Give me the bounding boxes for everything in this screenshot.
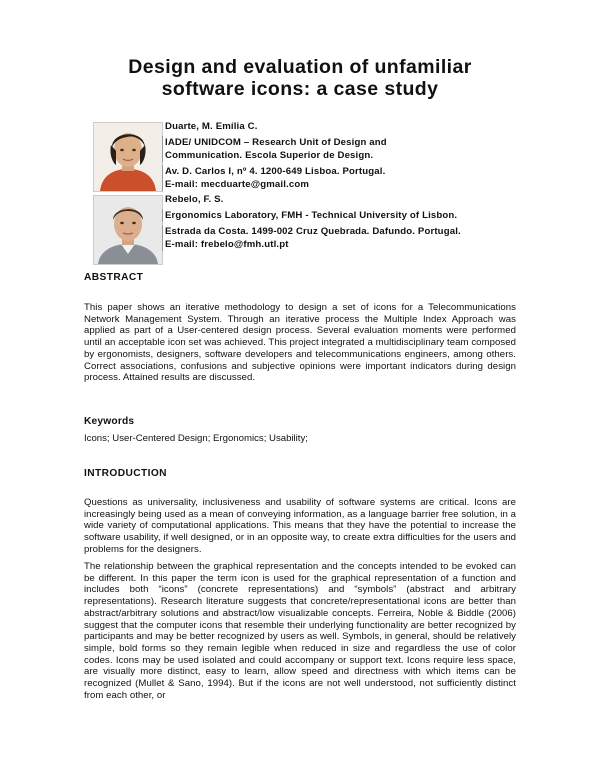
author-email: E-mail: mecduarte@gmail.com: [162, 178, 525, 191]
author-address: Estrada da Costa. 1499-002 Cruz Quebrada. Dafundo. Portugal.: [162, 225, 525, 238]
author-photo-female-illustration: [94, 123, 162, 191]
author-email: E-mail: frebelo@fmh.utl.pt: [162, 238, 525, 251]
introduction-heading: INTRODUCTION: [84, 468, 167, 479]
author-name: Rebelo, F. S.: [165, 194, 224, 205]
introduction-paragraph-1: Questions as universality, inclusiveness and usability of software systems are critical. Icons are increasingly being used as a mean of conveying information, as a language barrier free solution, in a wide variety of computational applications. This means that they have the potential to increase the software usability, if well designed, or in an opposite way, to create extra difficulties for the users and problems for the designers.: [84, 497, 516, 555]
author-name: Duarte, M. Emília C.: [165, 121, 258, 132]
author-photo-male-illustration: [94, 196, 162, 264]
author-block-duarte: [85, 120, 525, 202]
author-block-rebelo: [85, 193, 525, 275]
author-info-duarte: [165, 120, 525, 191]
keywords-heading: Keywords: [84, 416, 135, 427]
introduction-paragraph-2: The relationship between the graphical representation and the concepts intended to be evoked can be different. In this paper the term icon is used for the graphical representation of a function and includes both “icons” (concrete representations) and “symbols” (abstract and arbitrary representations). Research literature suggests that concrete/representational icons are better than abstract/arbitrary solutions and abstract/low visualizable concepts. Ferreira, Noble & Biddle (2006) suggest that the computer icons that resemble their underlying functionality are better recognized by participants and may be better recognized by users as well. Symbols, in general, should be relatively simple, bold forms so they remain legible when reduced in size and regardless the use of color codes. Icons may be used isolated and could accompany or support text. Icons require less space, are visually more distinct, easy to learn, allow speed and directness with which items can be recognized (Mullet & Sano, 1994). But if the icons are not well understood, not sufficiently distinct from each other, or: [84, 561, 516, 701]
title-line-2: software icons: a case study: [161, 78, 439, 100]
author-info-rebelo: [165, 193, 525, 251]
title-line-1: Design and evaluation of unfamiliar: [128, 56, 472, 78]
author-affiliation: Ergonomics Laboratory, FMH - Technical University of Lisbon.: [162, 209, 525, 222]
author-affiliation-line-2: Communication. Escola Superior de Design.: [162, 149, 525, 162]
author-address: Av. D. Carlos I, nº 4. 1200-649 Lisboa. Portugal.: [162, 165, 525, 178]
author-photo-female-icon: [93, 122, 163, 192]
paper-title: [60, 56, 540, 100]
abstract-heading: ABSTRACT: [84, 272, 144, 283]
author-affiliation-line-1: IADE/ UNIDCOM – Research Unit of Design and: [162, 136, 525, 149]
keywords-text: Icons; User-Centered Design; Ergonomics; Usability;: [84, 433, 308, 444]
abstract-text: This paper shows an iterative methodology to design a set of icons for a Telecommunications Network Management System. Through an iterative process the Multiple Index Approach was applied as part of a User-centered design process. Several evaluation moments were performed until an acceptable icon set was achieved. This project integrated a multidisciplinary team composed by ergonomists, designers, software developers and telecommunications engineers, among others. Correct associations, confusions and subjective opinions were important indicators during design process. Attained results are discussed.: [84, 302, 516, 384]
author-photo-male-icon: [93, 195, 163, 265]
